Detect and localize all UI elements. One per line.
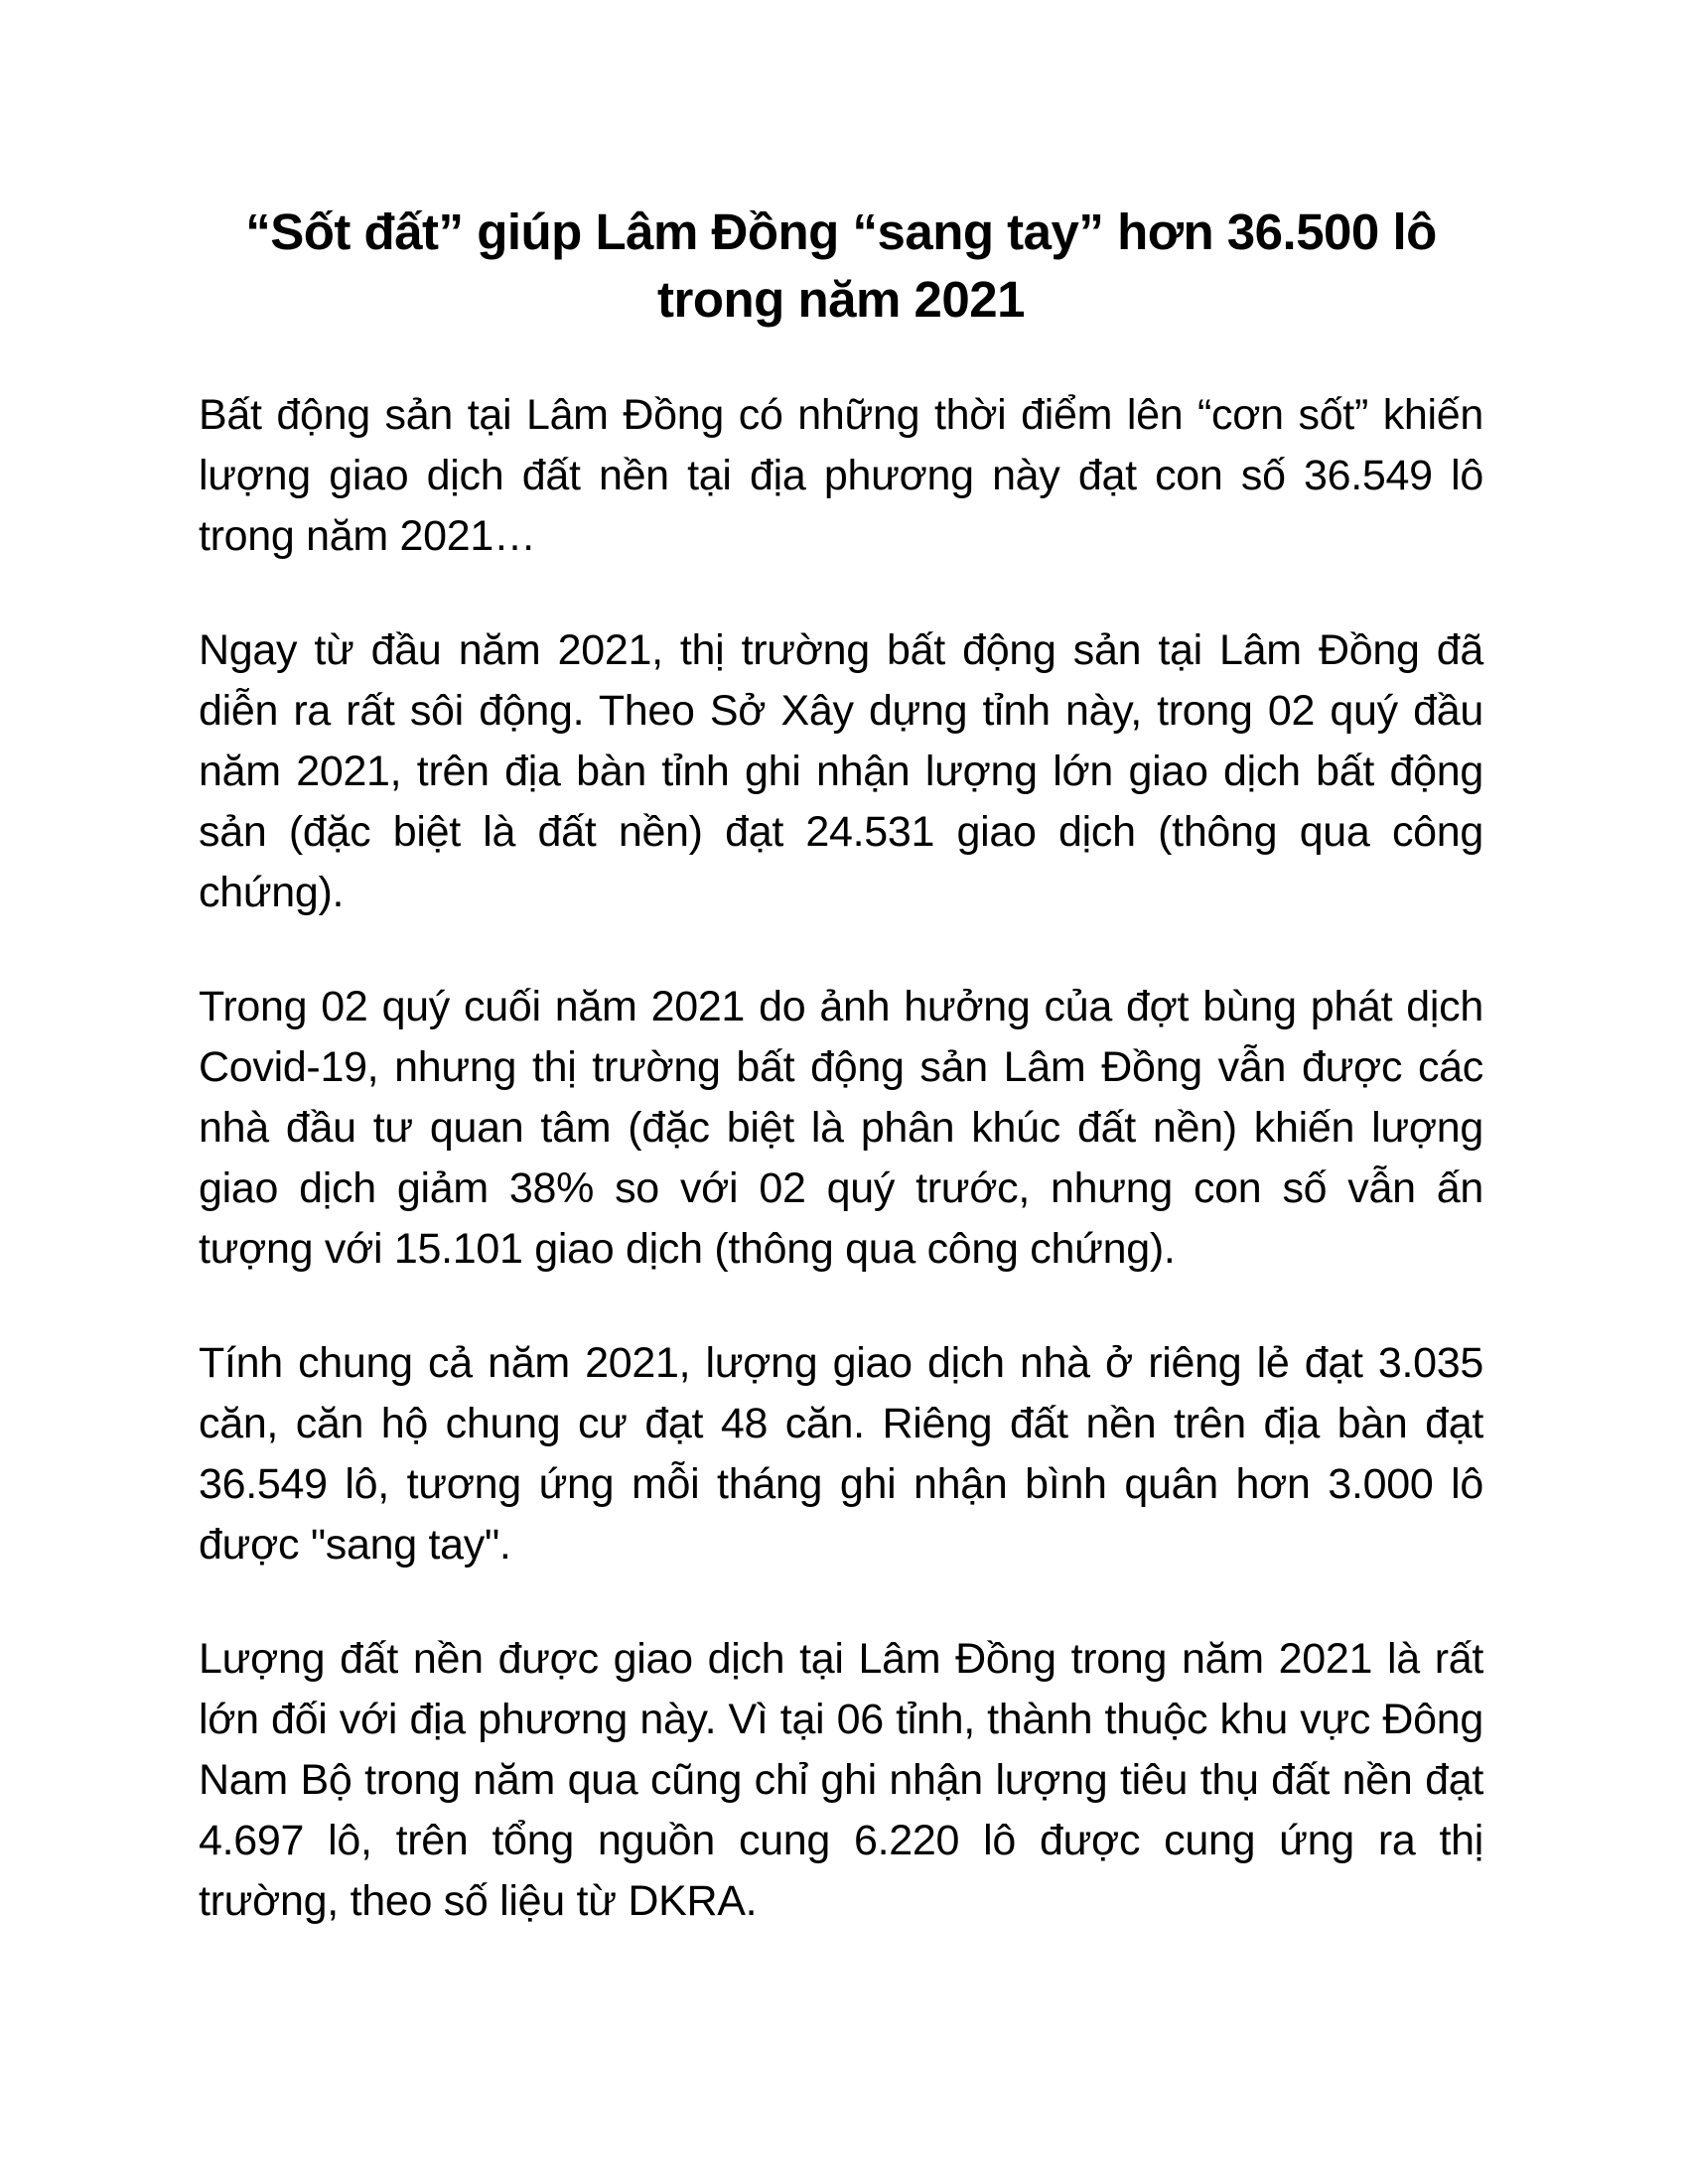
- article-paragraph: Trong 02 quý cuối năm 2021 do ảnh hưởng của đợt bùng phát dịch Covid-19, nhưng thị trường bất động sản Lâm Đồng vẫn được các nhà đầu tư quan tâm (đặc biệt là phân khúc đất nền) khiến lượng giao dịch giảm 38% so với 02 quý trước, nhưng con số vẫn ấn tượng với 15.101 giao dịch (thông qua công chứng).: [199, 983, 1483, 1273]
- article-lead-paragraph: Bất động sản tại Lâm Đồng có những thời điểm lên “cơn sốt” khiến lượng giao dịch đất nền tại địa phương này đạt con số 36.549 lô trong năm 2021…: [199, 391, 1483, 560]
- article-title: “Sốt đất” giúp Lâm Đồng “sang tay” hơn 36.500 lô trong năm 2021: [245, 204, 1437, 328]
- document-page: [199, 199, 1483, 1932]
- article-paragraph: Lượng đất nền được giao dịch tại Lâm Đồng trong năm 2021 là rất lớn đối với địa phương này. Vì tại 06 tỉnh, thành thuộc khu vực Đông Nam Bộ trong năm qua cũng chỉ ghi nhận lượng tiêu thụ đất nền đạt 4.697 lô, trên tổng nguồn cung 6.220 lô được cung ứng ra thị trường, theo số liệu từ DKRA.: [199, 1635, 1483, 1925]
- article-paragraph: Ngay từ đầu năm 2021, thị trường bất động sản tại Lâm Đồng đã diễn ra rất sôi động. Theo Sở Xây dựng tỉnh này, trong 02 quý đầu năm 2021, trên địa bàn tỉnh ghi nhận lượng lớn giao dịch bất động sản (đặc biệt là đất nền) đạt 24.531 giao dịch (thông qua công chứng).: [199, 626, 1483, 916]
- article-paragraph: Tính chung cả năm 2021, lượng giao dịch nhà ở riêng lẻ đạt 3.035 căn, căn hộ chung cư đạt 48 căn. Riêng đất nền trên địa bàn đạt 36.549 lô, tương ứng mỗi tháng ghi nhận bình quân hơn 3.000 lô được "sang tay".: [199, 1339, 1483, 1569]
